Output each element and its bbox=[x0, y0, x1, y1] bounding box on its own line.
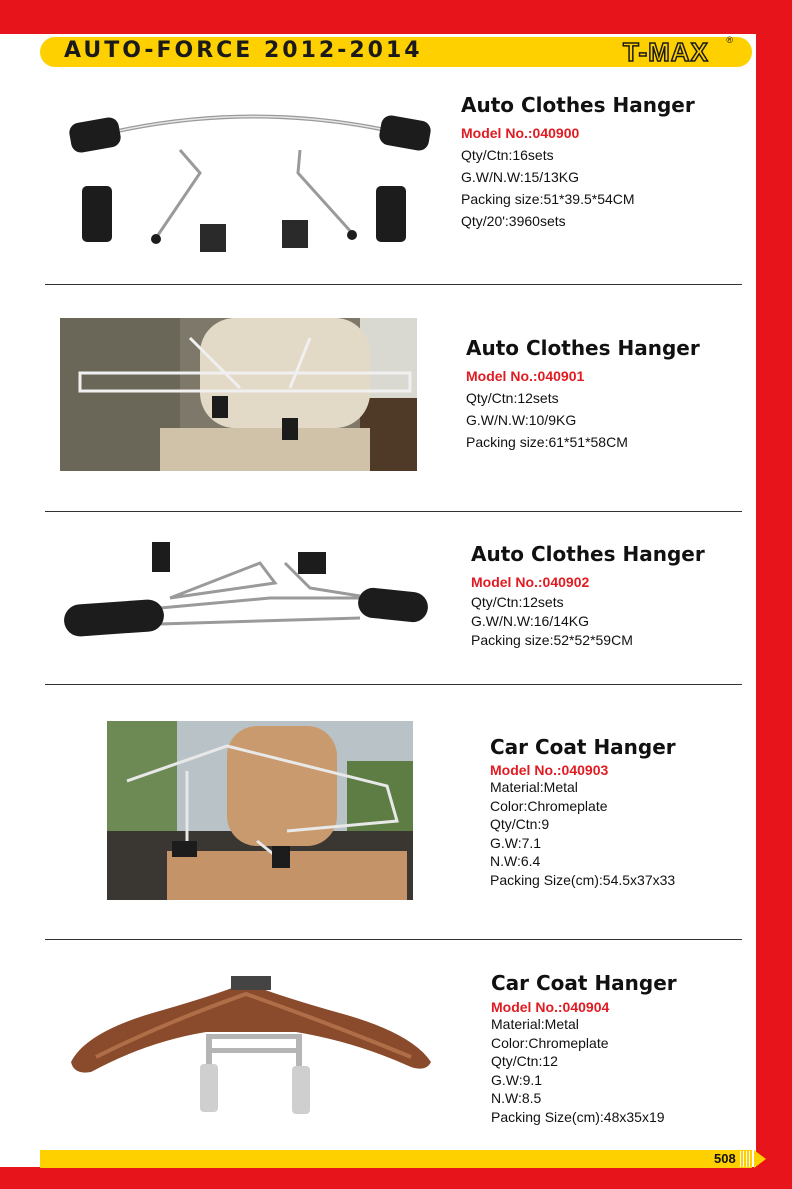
brand-logo-text: T-MAX bbox=[623, 37, 709, 67]
spec-line: Material:Metal bbox=[491, 1016, 579, 1032]
product-name: Auto Clothes Hanger bbox=[461, 93, 695, 117]
bottom-red-frame bbox=[0, 1167, 792, 1189]
top-red-frame bbox=[0, 0, 792, 34]
model-number: Model No.:040900 bbox=[461, 125, 580, 141]
product-image-040904 bbox=[66, 972, 438, 1122]
section-divider bbox=[45, 684, 742, 685]
section-divider bbox=[45, 939, 742, 940]
spec-line: Color:Chromeplate bbox=[490, 797, 608, 814]
spec-line: G.W/N.W:10/9KG bbox=[466, 412, 577, 428]
spec-line: G.W:7.1 bbox=[490, 834, 542, 851]
spec-line: G.W:9.1 bbox=[491, 1071, 543, 1088]
model-number: Model No.:040901 bbox=[466, 368, 585, 384]
section-divider bbox=[45, 284, 742, 285]
product-image-040900 bbox=[60, 98, 440, 268]
spec-line: Qty/Ctn:9 bbox=[490, 816, 550, 832]
product-name: Car Coat Hanger bbox=[491, 971, 677, 995]
model-number: Model No.:040902 bbox=[471, 574, 590, 590]
right-red-frame bbox=[756, 0, 792, 1189]
spec-line: Qty/Ctn:16sets bbox=[461, 147, 554, 163]
spec-line: N.W:6.4 bbox=[490, 853, 541, 869]
brand-logo bbox=[617, 35, 733, 69]
catalog-title: AUTO-FORCE 2012-2014 bbox=[64, 38, 423, 63]
spec-line: Qty/Ctn:12 bbox=[491, 1053, 558, 1069]
model-number: Model No.:040904 bbox=[491, 999, 610, 1015]
product-image-040901 bbox=[60, 318, 417, 471]
product-040900 bbox=[461, 93, 695, 232]
product-040904 bbox=[491, 971, 677, 1126]
spec-line: Qty/Ctn:12sets bbox=[471, 594, 564, 610]
product-name: Auto Clothes Hanger bbox=[471, 542, 705, 566]
product-image-040903 bbox=[107, 721, 413, 900]
spec-line: Packing Size(cm):54.5x37x33 bbox=[490, 871, 676, 888]
product-name: Auto Clothes Hanger bbox=[466, 336, 700, 360]
product-040902 bbox=[471, 542, 705, 650]
footer-bar bbox=[40, 1150, 752, 1168]
spec-line: G.W/N.W:15/13KG bbox=[461, 169, 579, 185]
section-divider bbox=[45, 511, 742, 512]
spec-line: Packing size:61*51*58CM bbox=[466, 434, 628, 450]
product-040903 bbox=[490, 735, 676, 889]
model-number: Model No.:040903 bbox=[490, 762, 609, 778]
spec-line: Packing Size(cm):48x35x19 bbox=[491, 1108, 665, 1125]
spec-line: N.W:8.5 bbox=[491, 1090, 542, 1106]
spec-line: Material:Metal bbox=[490, 779, 578, 795]
page-number: 508 bbox=[714, 1151, 736, 1166]
footer-stripes bbox=[738, 1151, 752, 1167]
registered-mark: ® bbox=[726, 35, 733, 45]
product-040901 bbox=[466, 336, 700, 453]
spec-line: Qty/Ctn:12sets bbox=[466, 390, 559, 406]
spec-line: Packing size:51*39.5*54CM bbox=[461, 191, 635, 207]
product-name: Car Coat Hanger bbox=[490, 735, 676, 759]
next-arrow-icon bbox=[754, 1150, 766, 1168]
spec-line: Qty/20':3960sets bbox=[461, 213, 566, 229]
spec-line: Color:Chromeplate bbox=[491, 1034, 609, 1051]
spec-line: G.W/N.W:16/14KG bbox=[471, 613, 589, 629]
spec-line: Packing size:52*52*59CM bbox=[471, 632, 633, 648]
product-image-040902 bbox=[60, 538, 435, 650]
